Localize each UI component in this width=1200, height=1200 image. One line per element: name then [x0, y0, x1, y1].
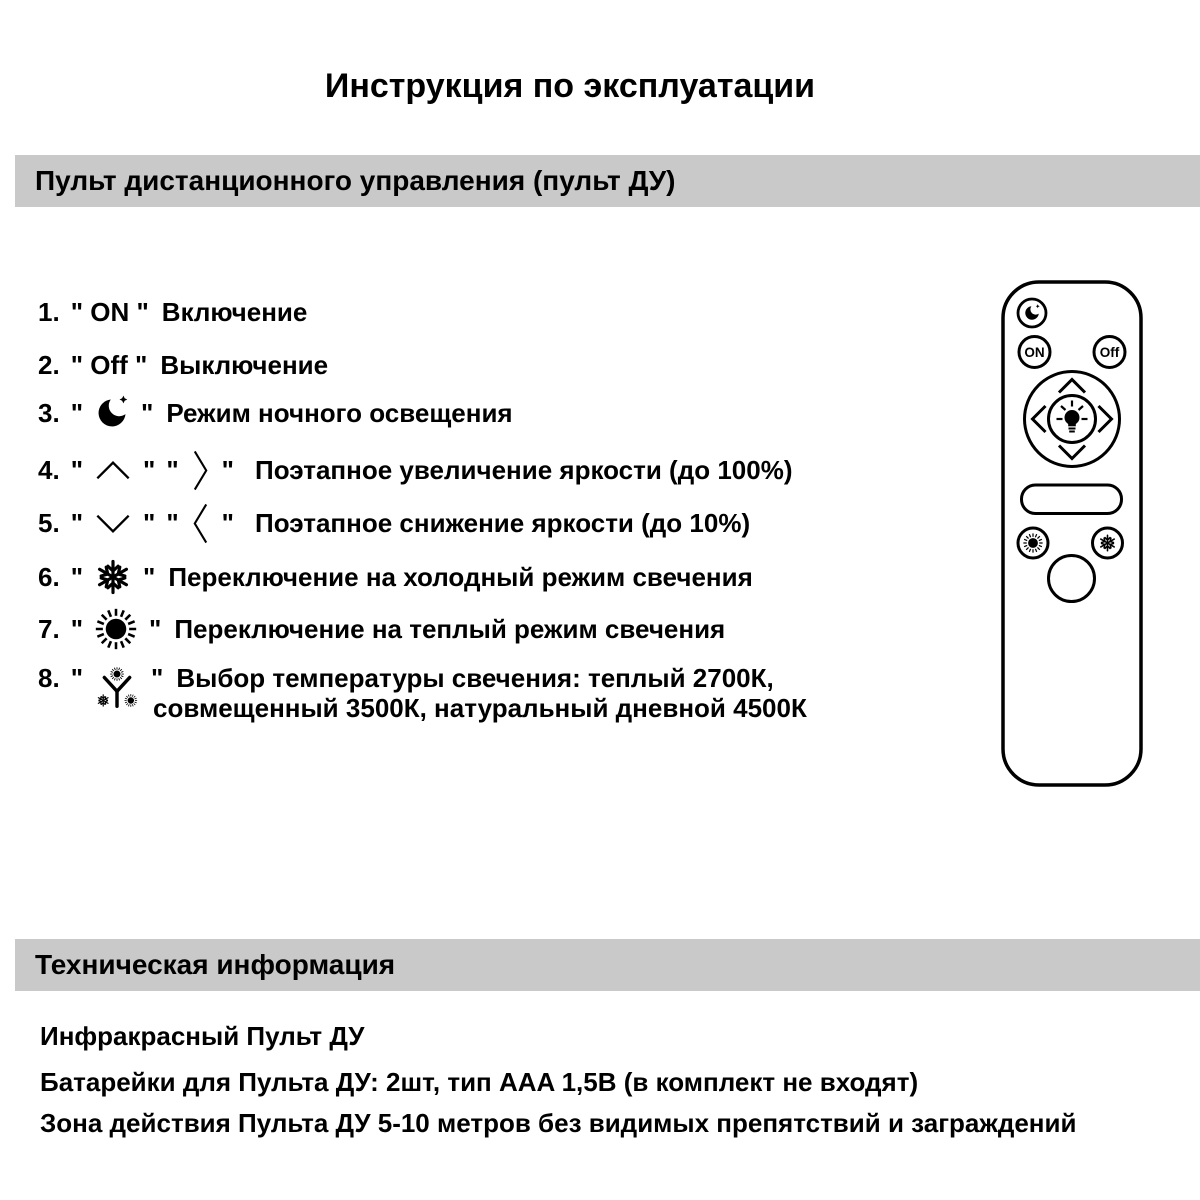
section-header-remote [15, 155, 1200, 207]
dpad-down-chevron-icon [1059, 446, 1085, 459]
list-item [38, 397, 513, 429]
quote-mark: " [221, 507, 234, 538]
remote-off-button [1094, 337, 1125, 368]
quote-mark: " [143, 561, 156, 592]
dpad-right-chevron-icon [1099, 406, 1112, 432]
chevron-down-icon [94, 512, 132, 535]
quote-mark: " [70, 397, 84, 428]
quote-mark: " [70, 561, 84, 592]
item-label: Поэтапное увеличение яркости (до 100%) [255, 454, 793, 485]
chevron-right-icon [190, 448, 211, 493]
quote-mark: " [221, 454, 234, 485]
snowflake-icon [1100, 535, 1116, 551]
quote-mark: " [166, 507, 179, 538]
remote-control-diagram [1001, 280, 1143, 787]
quote-mark: " [70, 454, 84, 485]
item-number: 2. [38, 349, 60, 380]
remote-round-button [1049, 556, 1095, 602]
chevron-up-icon [94, 459, 132, 482]
remote-on-label: ON [1024, 345, 1045, 360]
list-item [38, 349, 328, 381]
list-item-continuation [153, 692, 807, 724]
sun-icon [1023, 533, 1042, 552]
quote-mark: " [70, 662, 84, 693]
item-label: Включение [161, 296, 308, 327]
quote-mark: " [166, 454, 179, 485]
quote-mark: " [141, 397, 154, 428]
moon-star-icon [94, 395, 130, 431]
quote-mark: " [151, 662, 164, 693]
quote-mark: " [70, 613, 84, 644]
remote-dpad [1025, 372, 1120, 467]
remote-off-label: Off [1099, 345, 1120, 360]
sun-icon [94, 607, 138, 651]
list-item [38, 296, 307, 328]
tech-info-line: Зона действия Пульта ДУ 5-10 метров без видимых препятствий и заграждений [40, 1108, 1077, 1138]
item-number: 3. [38, 397, 60, 428]
tech-info-line: Инфракрасный Пульт ДУ [40, 1021, 365, 1051]
light-bulb-icon [1057, 401, 1088, 432]
item-label-line2: совмещенный 3500К, натуральный дневной 4500К [153, 692, 807, 723]
item-number: 8. [38, 662, 60, 693]
button-name: " Off " [70, 349, 148, 380]
button-name: " ON " [70, 296, 149, 327]
list-item [38, 507, 750, 539]
item-number: 1. [38, 296, 60, 327]
item-label: Выбор температуры свечения: теплый 2700К, [176, 662, 774, 693]
dpad-up-chevron-icon [1059, 380, 1085, 393]
dpad-left-chevron-icon [1033, 406, 1046, 432]
page-title: Инструкция по эксплуатации [324, 67, 816, 105]
quote-mark: " [70, 507, 84, 538]
item-number: 4. [38, 454, 60, 485]
list-item [38, 454, 792, 486]
list-item [38, 662, 774, 694]
remote-display-window [1022, 485, 1122, 514]
quote-mark: " [149, 613, 162, 644]
item-number: 5. [38, 507, 60, 538]
section-header-tech [15, 939, 1200, 991]
list-item [38, 561, 753, 593]
section-header-remote-label: Пульт дистанционного управления (пульт ДУ) [35, 165, 676, 196]
quote-mark: " [143, 454, 156, 485]
item-label: Поэтапное снижение яркости (до 10%) [255, 507, 751, 538]
snowflake-icon [94, 558, 132, 596]
moon-star-icon [1025, 304, 1039, 319]
remote-on-button [1019, 337, 1050, 368]
tech-info-line: Батарейки для Пульта ДУ: 2шт, тип AAA 1,5В (в комплект не входят) [40, 1067, 919, 1097]
item-label: Режим ночного освещения [166, 397, 513, 428]
item-number: 6. [38, 561, 60, 592]
list-item [38, 613, 725, 645]
remote-cold-mode-button [1093, 528, 1123, 558]
item-label: Переключение на теплый режим свечения [174, 613, 726, 644]
section-header-tech-label: Техническая информация [35, 949, 396, 980]
item-label: Переключение на холодный режим свечения [168, 561, 753, 592]
quote-mark: " [143, 507, 156, 538]
temperature-select-icon [94, 666, 140, 712]
item-number: 7. [38, 613, 60, 644]
remote-warm-mode-button [1018, 528, 1048, 558]
item-label: Выключение [160, 349, 329, 380]
chevron-left-icon [190, 501, 211, 546]
remote-night-mode-button [1018, 299, 1046, 327]
